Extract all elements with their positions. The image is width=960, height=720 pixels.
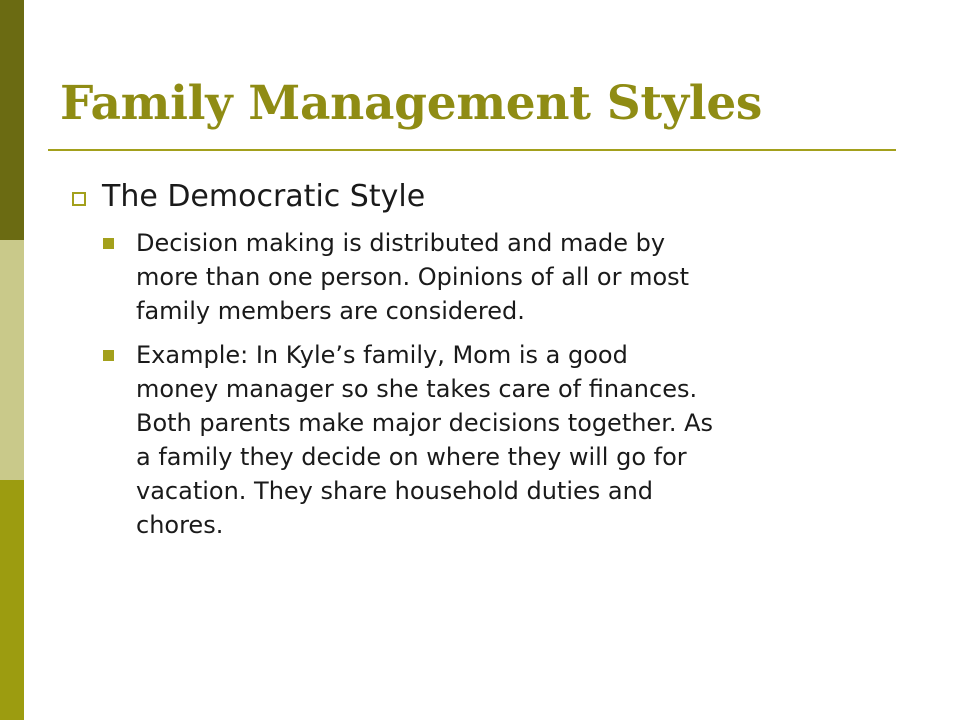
bullet-line: vacation. They share household duties and [136, 477, 654, 505]
bullet-line: more than one person. Opinions of all or most [136, 263, 690, 291]
sub-bullet-example [72, 338, 932, 542]
filled-square-bullet-icon [103, 238, 114, 249]
filled-square-bullet-icon [103, 350, 114, 361]
bullet-line: chores. [136, 511, 224, 539]
sub-bullet-definition [72, 226, 932, 328]
bullet-heading [72, 176, 932, 218]
sidebar-band-middle [0, 240, 24, 480]
slide-title: Family Management Styles [60, 76, 763, 131]
sub-bullet-list [72, 226, 932, 542]
hollow-square-bullet-icon [72, 192, 86, 206]
title-underline [48, 149, 896, 151]
bullet-line: a family they decide on where they will go for [136, 443, 687, 471]
sidebar-band-bottom [0, 480, 24, 720]
bullet-line: Example: In Kyle’s family, Mom is a good [136, 341, 628, 369]
bullet-line: money manager so she takes care of finances. [136, 375, 698, 403]
sidebar-band-top [0, 0, 24, 240]
bullet-line: Decision making is distributed and made by [136, 229, 666, 257]
bullet-line: family members are considered. [136, 297, 525, 325]
slide-body [72, 176, 932, 552]
bullet-line: Both parents make major decisions together. As [136, 409, 714, 437]
bullet-heading-text: The Democratic Style [102, 179, 426, 214]
